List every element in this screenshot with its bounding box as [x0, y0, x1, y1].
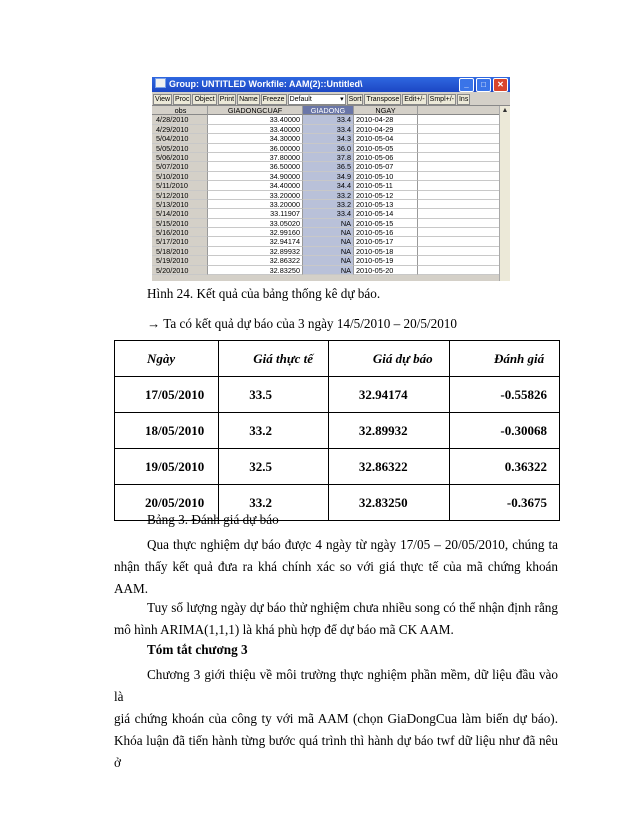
- cell-giadong[interactable]: NA: [303, 256, 354, 265]
- cell-obs[interactable]: 5/05/2010: [152, 144, 208, 153]
- minimize-button[interactable]: _: [459, 78, 474, 92]
- cell-actual: 33.2: [219, 413, 329, 449]
- window-toolbar: [152, 92, 510, 106]
- paragraph-2: [114, 597, 558, 641]
- table-header-row: [115, 341, 560, 377]
- cell-ngay[interactable]: 2010-05-05: [354, 144, 418, 153]
- table-row: [115, 377, 560, 413]
- scroll-up-icon[interactable]: ▲: [501, 107, 509, 114]
- cell-giadong[interactable]: 34.4: [303, 181, 354, 190]
- grid-row[interactable]: [152, 266, 500, 275]
- grid-row[interactable]: [152, 153, 500, 162]
- paragraph-line: Khóa luận đã tiến hành từng bước quá trình thì hành dự báo twf dữ liệu như đã nêu ở: [114, 733, 558, 770]
- column-header-empty[interactable]: [418, 106, 500, 115]
- paragraph-line: Tuy số lượng ngày dự báo thử nghiệm chưa nhiều song có thể nhận định rằng: [147, 600, 558, 615]
- cell-obs[interactable]: 5/16/2010: [152, 228, 208, 237]
- cell-giadongcuaf[interactable]: 37.80000: [208, 153, 303, 162]
- paragraph-line: giá chứng khoán của công ty với mã AAM (chọn GiaDongCua làm biến dự báo).: [114, 711, 558, 726]
- cell-ngay[interactable]: 2010-05-16: [354, 228, 418, 237]
- figure-caption: Hình 24. Kết quả của bảng thống kê dự báo.: [147, 286, 381, 301]
- paragraph-3: [114, 664, 558, 774]
- cell-giadong[interactable]: 33.4: [303, 115, 354, 124]
- cell-obs[interactable]: 5/10/2010: [152, 172, 208, 181]
- cell-giadong[interactable]: 34.3: [303, 134, 354, 143]
- grid-row[interactable]: [152, 219, 500, 228]
- cell-giadongcuaf[interactable]: 36.50000: [208, 162, 303, 171]
- header-actual-price: Giá thực tế: [219, 341, 329, 377]
- cell-obs[interactable]: 5/17/2010: [152, 237, 208, 246]
- cell-giadong[interactable]: 33.2: [303, 200, 354, 209]
- cell-empty[interactable]: [418, 172, 500, 181]
- column-header-ngay[interactable]: NGAY: [354, 106, 418, 115]
- cell-empty[interactable]: [418, 209, 500, 218]
- toolbar-name-button[interactable]: Name: [239, 95, 258, 103]
- cell-actual: 32.5: [219, 449, 329, 485]
- arrow-line: [147, 316, 457, 332]
- cell-ngay[interactable]: 2010-05-12: [354, 191, 418, 200]
- cell-ngay[interactable]: 2010-05-18: [354, 247, 418, 256]
- cell-giadongcuaf[interactable]: 33.20000: [208, 191, 303, 200]
- grid-row[interactable]: [152, 162, 500, 171]
- grid-row[interactable]: [152, 172, 500, 181]
- header-evaluation: Đánh giá: [449, 341, 559, 377]
- cell-obs[interactable]: 5/19/2010: [152, 256, 208, 265]
- cell-obs[interactable]: 4/28/2010: [152, 115, 208, 124]
- grid-row[interactable]: [152, 144, 500, 153]
- cell-giadongcuaf[interactable]: 33.11907: [208, 209, 303, 218]
- toolbar-sort-button[interactable]: Sort: [348, 95, 362, 103]
- cell-obs[interactable]: 5/15/2010: [152, 219, 208, 228]
- cell-ngay[interactable]: 2010-05-07: [354, 162, 418, 171]
- cell-empty[interactable]: [418, 200, 500, 209]
- cell-giadong[interactable]: 33.2: [303, 191, 354, 200]
- cell-obs[interactable]: 4/29/2010: [152, 125, 208, 134]
- grid-row[interactable]: [152, 125, 500, 134]
- close-button[interactable]: ✕: [493, 78, 508, 92]
- toolbar-edit-button[interactable]: Edit+/-: [404, 95, 425, 103]
- cell-evaluation: -0.30068: [449, 413, 559, 449]
- toolbar-freeze-button[interactable]: Freeze: [262, 95, 285, 103]
- toolbar-view-button[interactable]: View: [155, 95, 171, 103]
- cell-giadongcuaf[interactable]: 32.83250: [208, 266, 303, 275]
- column-header-giadongcuaf[interactable]: GIADONGCUAF: [208, 106, 303, 115]
- cell-giadong[interactable]: NA: [303, 228, 354, 237]
- maximize-button[interactable]: □: [476, 78, 491, 92]
- cell-ngay[interactable]: 2010-05-15: [354, 219, 418, 228]
- grid-row[interactable]: [152, 256, 500, 265]
- cell-giadong[interactable]: NA: [303, 266, 354, 275]
- cell-obs[interactable]: 5/20/2010: [152, 266, 208, 275]
- window-titlebar[interactable]: [152, 77, 510, 92]
- paragraph-line: AAM.: [114, 581, 149, 596]
- grid-row[interactable]: [152, 181, 500, 190]
- cell-obs[interactable]: 5/06/2010: [152, 153, 208, 162]
- cell-giadongcuaf[interactable]: 33.40000: [208, 125, 303, 134]
- cell-ngay[interactable]: 2010-05-10: [354, 172, 418, 181]
- cell-giadong[interactable]: 34.9: [303, 172, 354, 181]
- cell-ngay[interactable]: 2010-04-29: [354, 125, 418, 134]
- cell-giadongcuaf[interactable]: 36.00000: [208, 144, 303, 153]
- cell-giadong[interactable]: 36.5: [303, 162, 354, 171]
- cell-forecast: 32.89932: [328, 413, 449, 449]
- cell-empty[interactable]: [418, 266, 500, 275]
- summary-heading: Tóm tắt chương 3: [147, 642, 248, 657]
- cell-giadongcuaf[interactable]: 34.40000: [208, 181, 303, 190]
- vertical-scrollbar[interactable]: [499, 106, 510, 281]
- cell-date: 17/05/2010: [115, 377, 219, 413]
- cell-ngay[interactable]: 2010-05-06: [354, 153, 418, 162]
- cell-giadongcuaf[interactable]: 33.20000: [208, 200, 303, 209]
- paragraph-line: mô hình ARIMA(1,1,1) là khá phù hợp để dự báo mã CK AAM.: [114, 622, 454, 637]
- cell-ngay[interactable]: 2010-05-13: [354, 200, 418, 209]
- cell-giadong[interactable]: NA: [303, 247, 354, 256]
- eviews-group-window: [152, 77, 510, 281]
- column-header-giadong[interactable]: GIADONG: [303, 106, 354, 115]
- cell-empty[interactable]: [418, 237, 500, 246]
- cell-ngay[interactable]: 2010-05-04: [354, 134, 418, 143]
- toolbar-proc-button[interactable]: Proc: [175, 95, 190, 103]
- window-icon: [155, 78, 166, 88]
- cell-giadong[interactable]: 33.4: [303, 125, 354, 134]
- arrow-text: Ta có kết quả dự báo của 3 ngày 14/5/2010 – 20/5/2010: [163, 316, 457, 331]
- toolbar-print-button[interactable]: Print: [219, 95, 235, 103]
- grid-row[interactable]: [152, 191, 500, 200]
- paragraph-line: Qua thực nghiệm dự báo được 4 ngày từ ngày 17/05 – 20/05/2010, chúng ta: [147, 537, 558, 552]
- cell-empty[interactable]: [418, 125, 500, 134]
- table-caption: Bảng 3. Đánh giá dự báo: [147, 512, 279, 527]
- grid-row[interactable]: [152, 115, 500, 124]
- cell-evaluation: 0.36322: [449, 449, 559, 485]
- display-format-select[interactable]: Default ▾: [288, 94, 346, 105]
- window-title: Group: UNTITLED Workfile: AAM(2)::Untitled\: [169, 79, 363, 89]
- cell-empty[interactable]: [418, 219, 500, 228]
- cell-obs[interactable]: 5/13/2010: [152, 200, 208, 209]
- cell-obs[interactable]: 5/04/2010: [152, 134, 208, 143]
- cell-giadong[interactable]: 36.0: [303, 144, 354, 153]
- cell-giadongcuaf[interactable]: 32.94174: [208, 237, 303, 246]
- cell-obs[interactable]: 5/14/2010: [152, 209, 208, 218]
- cell-forecast: 32.86322: [328, 449, 449, 485]
- toolbar-transpose-button[interactable]: Transpose: [366, 95, 400, 103]
- cell-evaluation: -0.3675: [449, 485, 559, 521]
- cell-actual: 33.5: [219, 377, 329, 413]
- cell-giadongcuaf[interactable]: 32.99160: [208, 228, 303, 237]
- cell-obs[interactable]: 5/07/2010: [152, 162, 208, 171]
- grid-row[interactable]: [152, 247, 500, 256]
- cell-empty[interactable]: [418, 134, 500, 143]
- cell-empty[interactable]: [418, 247, 500, 256]
- cell-giadongcuaf[interactable]: 34.30000: [208, 134, 303, 143]
- cell-giadongcuaf[interactable]: 33.40000: [208, 115, 303, 124]
- grid-row[interactable]: [152, 209, 500, 218]
- grid-header-row: [152, 106, 500, 115]
- cell-ngay[interactable]: 2010-05-17: [354, 237, 418, 246]
- toolbar-smpl-button[interactable]: Smpl+/-: [429, 95, 454, 103]
- cell-obs[interactable]: 5/18/2010: [152, 247, 208, 256]
- forecast-table: [114, 340, 560, 521]
- cell-empty[interactable]: [418, 162, 500, 171]
- right-arrow-icon: →: [147, 316, 161, 331]
- cell-empty[interactable]: [418, 115, 500, 124]
- cell-date: 18/05/2010: [115, 413, 219, 449]
- cell-giadong[interactable]: 33.4: [303, 209, 354, 218]
- header-date: Ngày: [115, 341, 219, 377]
- cell-forecast: 32.94174: [328, 377, 449, 413]
- cell-obs[interactable]: 5/11/2010: [152, 181, 208, 190]
- toolbar-ins-button[interactable]: Ins: [458, 95, 469, 103]
- column-header-obs[interactable]: obs: [152, 106, 208, 115]
- cell-ngay[interactable]: 2010-05-20: [354, 266, 418, 275]
- cell-date: 20/05/2010: [115, 485, 219, 521]
- cell-date: 19/05/2010: [115, 449, 219, 485]
- cell-giadong[interactable]: 37.8: [303, 153, 354, 162]
- cell-giadong[interactable]: NA: [303, 237, 354, 246]
- cell-ngay[interactable]: 2010-05-11: [354, 181, 418, 190]
- toolbar-object-button[interactable]: Object: [194, 95, 215, 103]
- cell-giadongcuaf[interactable]: 34.90000: [208, 172, 303, 181]
- paragraph-1: [114, 534, 558, 600]
- cell-evaluation: -0.55826: [449, 377, 559, 413]
- cell-giadongcuaf[interactable]: 33.05020: [208, 219, 303, 228]
- cell-giadongcuaf[interactable]: 32.86322: [208, 256, 303, 265]
- cell-obs[interactable]: 5/12/2010: [152, 191, 208, 200]
- cell-empty[interactable]: [418, 228, 500, 237]
- cell-empty[interactable]: [418, 256, 500, 265]
- paragraph-line: Chương 3 giới thiệu về môi trường thực nghiệm phần mềm, dữ liệu đầu vào là: [114, 667, 558, 704]
- cell-empty[interactable]: [418, 181, 500, 190]
- cell-empty[interactable]: [418, 153, 500, 162]
- cell-ngay[interactable]: 2010-05-19: [354, 256, 418, 265]
- cell-ngay[interactable]: 2010-04-28: [354, 115, 418, 124]
- cell-empty[interactable]: [418, 191, 500, 200]
- grid-row[interactable]: [152, 134, 500, 143]
- table-row: [115, 449, 560, 485]
- cell-actual: 33.2: [219, 485, 329, 521]
- cell-giadongcuaf[interactable]: 32.89932: [208, 247, 303, 256]
- table-row: [115, 413, 560, 449]
- cell-giadong[interactable]: NA: [303, 219, 354, 228]
- paragraph-line: nhận thấy kết quả đưa ra khá chính xác so với giá thực tế của mã chứng khoán: [114, 559, 558, 574]
- cell-ngay[interactable]: 2010-05-14: [354, 209, 418, 218]
- cell-empty[interactable]: [418, 144, 500, 153]
- spreadsheet-grid[interactable]: [152, 106, 500, 275]
- grid-row[interactable]: [152, 200, 500, 209]
- header-forecast-price: Giá dự báo: [328, 341, 449, 377]
- cell-forecast: 32.83250: [328, 485, 449, 521]
- grid-row[interactable]: [152, 237, 500, 246]
- grid-row[interactable]: [152, 228, 500, 237]
